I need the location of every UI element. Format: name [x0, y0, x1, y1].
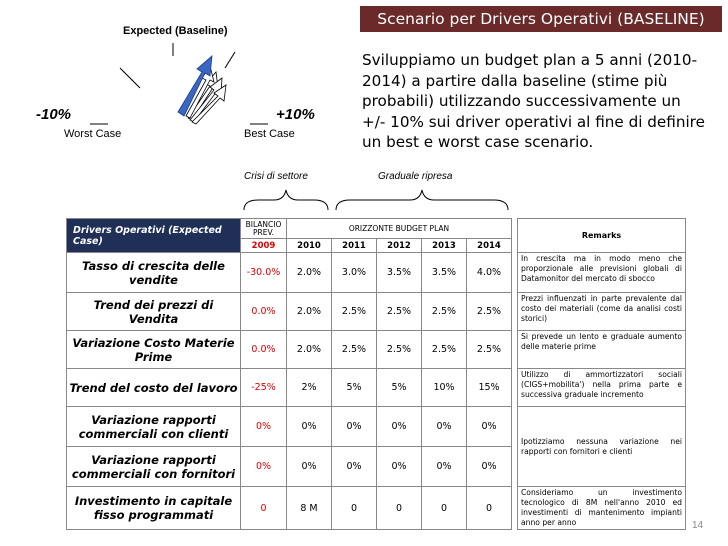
value-cell: 2.0% [287, 253, 332, 293]
value-cell: 0 [467, 487, 512, 530]
table-row [67, 407, 686, 447]
value-cell: 10% [422, 369, 467, 407]
best-percentage: +10% [276, 106, 315, 123]
value-cell: 2.5% [467, 331, 512, 369]
value-cell: 5% [377, 369, 422, 407]
value-cell: 0% [287, 447, 332, 487]
value-cell: 0% [422, 447, 467, 487]
gauge-tick-left [120, 68, 140, 88]
value-cell: 2.5% [377, 331, 422, 369]
gauge-title: Expected (Baseline) [123, 25, 228, 37]
remarks-header: Remarks [518, 219, 686, 253]
year-header: 2009 [241, 239, 287, 253]
best-case-label: Best Case [244, 128, 295, 140]
year-header: 2013 [422, 239, 467, 253]
braces-graphic [240, 188, 515, 214]
value-cell: 0% [332, 447, 377, 487]
gauge-tick-right [225, 52, 235, 68]
slide-title: Scenario per Drivers Operativi (BASELINE) [360, 6, 722, 32]
table-row [67, 331, 686, 369]
table-row [67, 487, 686, 530]
value-2009: -25% [241, 369, 287, 407]
worst-percentage: -10% [36, 106, 72, 123]
value-2009: 0% [241, 447, 287, 487]
table-row [67, 253, 686, 293]
driver-name: Variazione rapporti commerciali con fornitori [67, 447, 241, 487]
page-number: 14 [692, 520, 704, 531]
value-2009: -30.0% [241, 253, 287, 293]
budget-plan-table [66, 218, 686, 530]
value-cell: 15% [467, 369, 512, 407]
remark: In crescita ma in modo meno che proporzionale alle previsioni globali di Datamonitor del mercato di sbocco [518, 253, 686, 293]
value-cell: 2.5% [377, 293, 422, 331]
value-cell: 8 M [287, 487, 332, 530]
value-2009: 0 [241, 487, 287, 530]
value-cell: 0% [467, 447, 512, 487]
value-cell: 2.5% [332, 331, 377, 369]
drivers-header: Drivers Operativi (Expected Case) [67, 219, 241, 253]
driver-name: Variazione Costo Materie Prime [67, 331, 241, 369]
driver-name: Investimento in capitale fisso programmati [67, 487, 241, 530]
value-cell: 2.0% [287, 293, 332, 331]
value-2009: 0% [241, 407, 287, 447]
value-cell: 2% [287, 369, 332, 407]
remark: Utilizzo di ammortizzatori sociali (CIGS+mobilita') nella prima parte e successiva graduale incremento [518, 369, 686, 407]
driver-name: Tasso di crescita delle vendite [67, 253, 241, 293]
value-cell: 4.0% [467, 253, 512, 293]
value-cell: 0 [332, 487, 377, 530]
remark: Prezzi influenzati in parte prevalente dal costo dei materiali (come da analisi costi storici) [518, 293, 686, 331]
value-2009: 0.0% [241, 293, 287, 331]
driver-name: Trend del costo del lavoro [67, 369, 241, 407]
orizzonte-header: ORIZZONTE BUDGET PLAN [287, 219, 512, 239]
value-cell: 2.5% [332, 293, 377, 331]
value-cell: 2.5% [422, 293, 467, 331]
brace-label-recovery: Graduale ripresa [378, 171, 453, 182]
value-cell: 0% [467, 407, 512, 447]
worst-case-label: Worst Case [64, 128, 122, 140]
driver-name: Variazione rapporti commerciali con clienti [67, 407, 241, 447]
value-cell: 2.0% [287, 331, 332, 369]
driver-name: Trend dei prezzi di Vendita [67, 293, 241, 331]
table-row [67, 293, 686, 331]
remark: Si prevede un lento e graduale aumento delle materie prime [518, 331, 686, 369]
value-cell: 0% [422, 407, 467, 447]
brace-right [336, 190, 508, 210]
brace-left [244, 190, 328, 210]
value-cell: 3.5% [422, 253, 467, 293]
remark: Consideriamo un investimento tecnologico di 8M nell'anno 2010 ed investimenti di mantenimento impianti anno per anno [518, 487, 686, 530]
value-cell: 0 [377, 487, 422, 530]
intro-text: Sviluppiamo un budget plan a 5 anni (2010-2014) a partire dalla baseline (stime più probabili) utilizzando successivamente un +/- 10% sui driver operativi al fine di definire un best e worst case scenario. [362, 51, 705, 151]
value-cell: 2.5% [467, 293, 512, 331]
value-cell: 0% [377, 407, 422, 447]
brace-label-crisis: Crisi di settore [244, 171, 308, 182]
year-header: 2010 [287, 239, 332, 253]
value-2009: 0.0% [241, 331, 287, 369]
table-row [67, 369, 686, 407]
gauge-graphic [60, 38, 360, 138]
value-cell: 3.5% [377, 253, 422, 293]
value-cell: 0% [332, 407, 377, 447]
value-cell: 0% [287, 407, 332, 447]
year-header: 2014 [467, 239, 512, 253]
value-cell: 2.5% [422, 331, 467, 369]
year-header: 2011 [332, 239, 377, 253]
value-cell: 0% [377, 447, 422, 487]
value-cell: 0 [422, 487, 467, 530]
value-cell: 3.0% [332, 253, 377, 293]
year-header: 2012 [377, 239, 422, 253]
value-cell: 5% [332, 369, 377, 407]
remark: Ipotizziamo nessuna variazione nei rapporti con fornitori e clienti [518, 407, 686, 487]
bilancio-header: BILANCIO PREV. [241, 219, 287, 239]
